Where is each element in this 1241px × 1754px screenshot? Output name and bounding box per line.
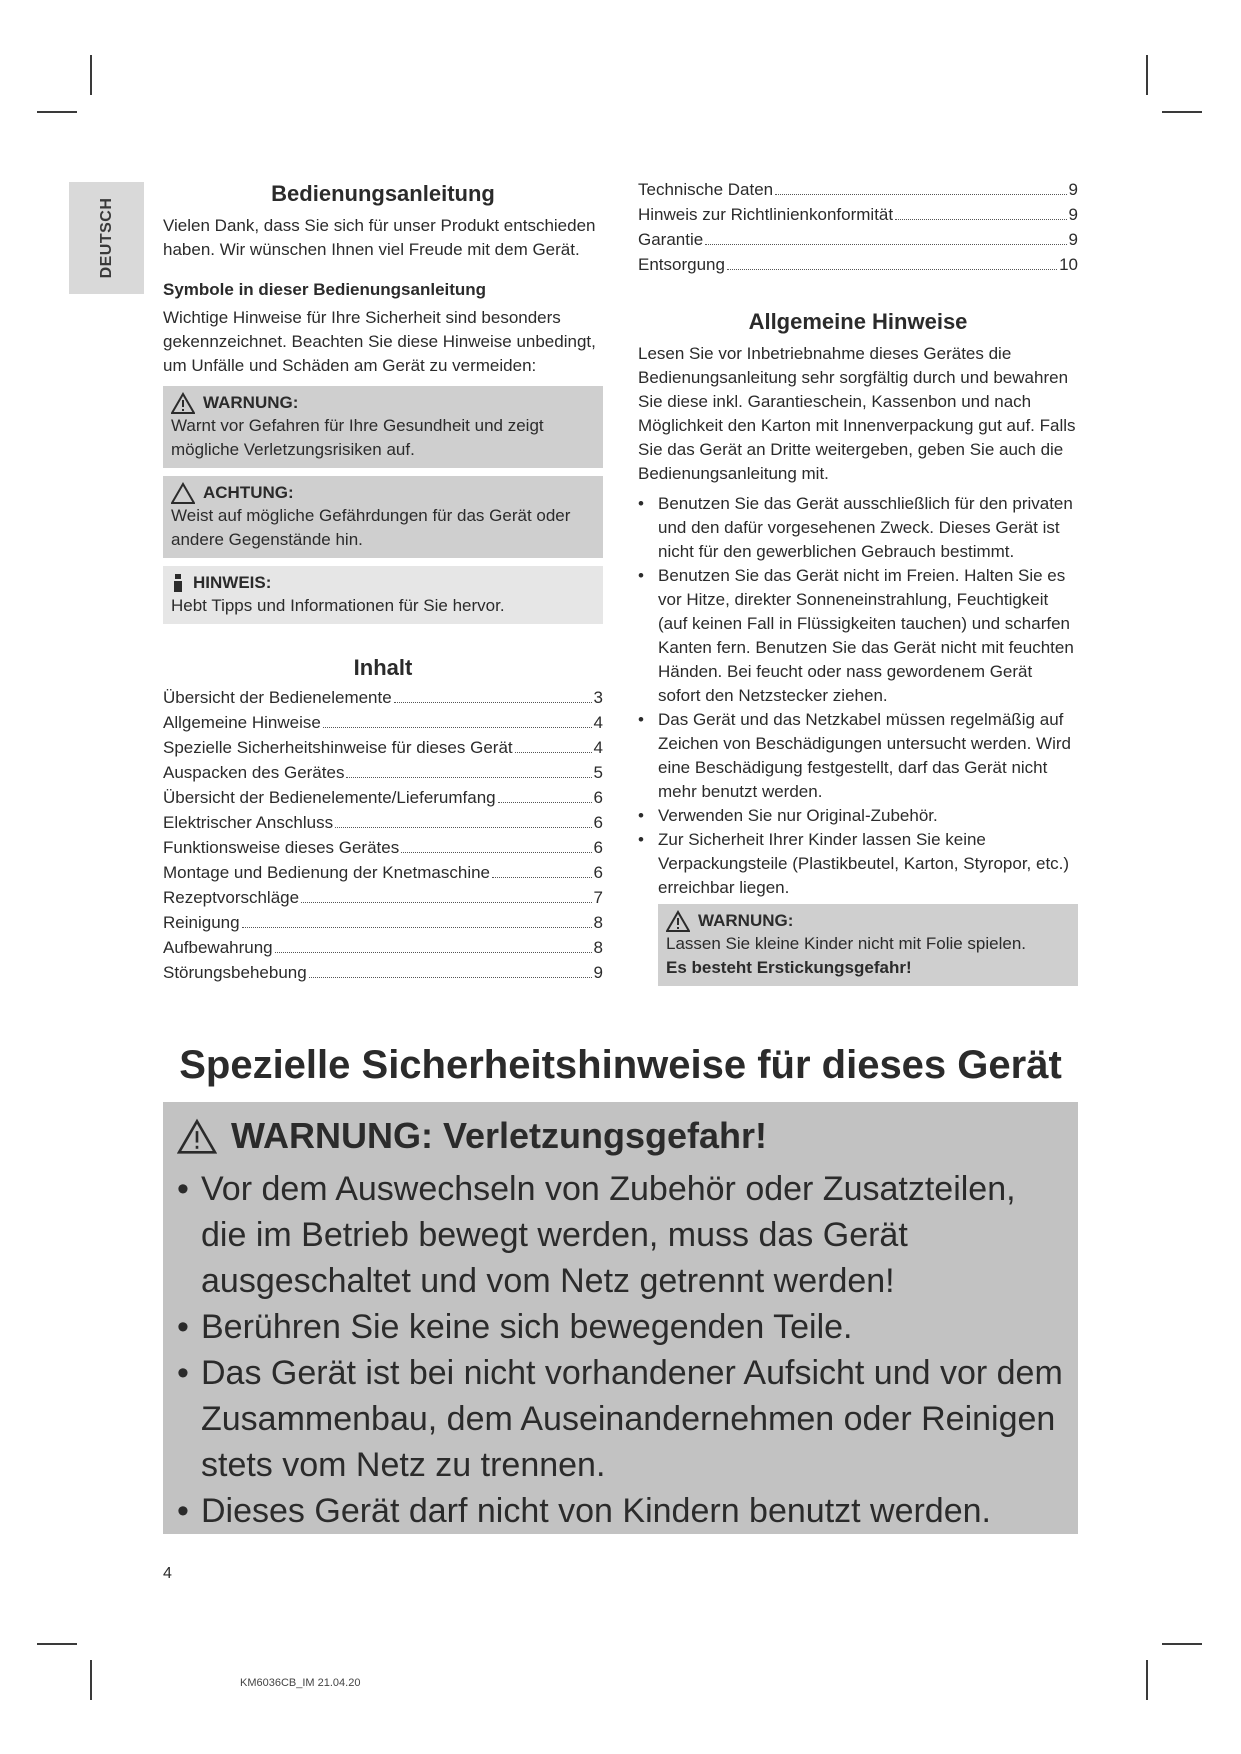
toc-entry [638,228,1078,253]
toc-entry-page: 4 [593,738,603,757]
toc-entry [163,961,603,986]
toc-entry-title: Reinigung [163,913,240,932]
toc-entry-title: Rezeptvorschläge [163,888,300,907]
toc-entry-title: Garantie [638,230,704,249]
toc-entry-page: 9 [1068,230,1078,249]
toc-dot-leader [895,219,1066,220]
crop-mark [90,1660,92,1700]
crop-mark [90,55,92,95]
toc-entry-title: Funktionsweise dieses Gerätes [163,838,400,857]
special-warning-title: WARNUNG: Verletzungsgefahr! [231,1115,768,1156]
list-item: • Benutzen Sie das Gerät nicht im Freien. Halten Sie es vor Hitze, direkter Sonneneinstrahlung, Feuchtigkeit (auf keinen Fall in Flüssigkeiten tauchen) und scharfen Kanten fern. Benutzen Sie das Gerät nicht mit feuchten Händen. Bei feucht oder nass gewordenem Gerät sofort den Netzstecker ziehen. [638,564,1078,708]
toc-entry-title: Aufbewahrung [163,938,273,957]
language-tab [69,182,144,294]
footer-code: KM6036CB_IM 21.04.20 [240,1677,361,1689]
toc-entry-page: 9 [1068,180,1078,199]
toc-entry [163,736,603,761]
right-column [638,180,1078,986]
toc-entry-page: 4 [593,713,603,732]
toc-entry-page: 10 [1059,255,1078,274]
toc-entry-title: Technische Daten [638,180,774,199]
caution-note-title: ACHTUNG: [203,483,294,502]
intro-text: Vielen Dank, dass Sie sich für unser Produkt entschieden haben. Wir wünschen Ihnen viel Freude mit dem Gerät. [163,216,596,259]
toc-entry [163,911,603,936]
toc-entry-page: 6 [593,813,603,832]
page-number: 4 [163,1565,172,1582]
crop-mark [1162,111,1202,113]
list-item: • Dieses Gerät darf nicht von Kindern benutzt werden. [177,1488,1064,1534]
toc-entry [163,861,603,886]
toc-dot-leader [323,727,592,728]
toc-entry-title: Auspacken des Gerätes [163,763,345,782]
warning-triangle-icon [177,1118,217,1154]
toc-entry-title: Allgemeine Hinweise [163,713,321,732]
intro-title: Bedienungsanleitung [271,181,495,206]
toc-entry-title: Störungsbehebung [163,963,307,982]
toc-entry-page: 8 [593,938,603,957]
crop-mark [37,1643,77,1645]
packaging-warning-title: WARNUNG: [698,911,794,930]
language-label: DEUTSCH [97,197,115,279]
toc-entry [163,711,603,736]
toc-dot-leader [492,877,592,878]
warning-triangle-icon [666,910,690,932]
toc-dot-leader [309,977,592,978]
list-item: • Verwenden Sie nur Original-Zubehör. [638,804,1078,828]
info-note [163,566,603,624]
toc-entry [163,761,603,786]
toc-dot-leader [705,244,1066,245]
toc-dot-leader [301,902,591,903]
info-note-title: HINWEIS: [193,573,272,592]
toc-dot-leader [346,777,591,778]
special-bullets [177,1166,1064,1534]
info-icon [171,572,185,594]
caution-note [163,476,603,558]
toc-entry-page: 9 [1068,205,1078,224]
warning-note-title: WARNUNG: [203,393,299,412]
general-title: Allgemeine Hinweise [748,309,968,334]
toc-dot-leader [515,752,592,753]
warning-note [163,386,603,468]
special-safety-box [163,1102,1078,1534]
toc-dot-leader [401,852,591,853]
info-note-text: Hebt Tipps und Informationen für Sie hervor. [171,596,505,615]
toc-entry-page: 9 [593,963,603,982]
crop-mark [1146,1660,1148,1700]
list-item: • Zur Sicherheit Ihrer Kinder lassen Sie keine Verpackungsteile (Plastikbeutel, Karton, Styropor, etc.) erreichbar liegen. [638,828,1078,900]
toc-entry-page: 8 [593,913,603,932]
symbols-heading: Symbole in dieser Bedienungsanleitung [163,280,487,299]
general-text: Lesen Sie vor Inbetriebnahme dieses Gerätes die Bedienungsanleitung sehr sorgfältig durch und bewahren Sie diese inkl. Garantieschein, Kassenbon und nach Möglichkeit den Karton mit Innenverpackung gut auf. Falls Sie das Gerät an Dritte weitergeben, geben Sie auch die Bedienungsanleitung mit. [638,344,1076,483]
packaging-warning-text: Lassen Sie kleine Kinder nicht mit Folie spielen. [666,934,1027,953]
toc-dot-leader [498,802,592,803]
list-item: • Das Gerät ist bei nicht vorhandener Aufsicht und vor dem Zusammenbau, dem Auseinandernehmen oder Reinigen stets vom Netz zu trennen. [177,1350,1064,1488]
packaging-warning [658,904,1078,986]
toc-entry [163,936,603,961]
packaging-warning-bold: Es besteht Erstickungsgefahr! [666,958,912,977]
warning-note-text: Warnt vor Gefahren für Ihre Gesundheit und zeigt mögliche Verletzungsrisiken auf. [171,416,544,459]
toc-entry [638,178,1078,203]
toc-entry-page: 5 [593,763,603,782]
toc-entry [163,836,603,861]
toc-entry [163,886,603,911]
toc-entry [638,203,1078,228]
caution-note-text: Weist auf mögliche Gefährdungen für das Gerät oder andere Gegenstände hin. [171,506,571,549]
warning-triangle-icon [171,392,195,414]
toc-entry [163,686,603,711]
toc-entry-page: 6 [593,863,603,882]
general-bullets [638,492,1078,900]
list-item: • Das Gerät und das Netzkabel müssen regelmäßig auf Zeichen von Beschädigungen untersucht werden. Wird eine Beschädigung festgestellt, darf das Gerät nicht mehr benutzt werden. [638,708,1078,804]
toc-entry-title: Übersicht der Bedienelemente/Lieferumfang [163,788,496,807]
toc-dot-leader [335,827,591,828]
list-item: • Benutzen Sie das Gerät ausschließlich für den privaten und den dafür vorgesehenen Zweck. Dieses Gerät ist nicht für den gewerblichen Gebrauch bestimmt. [638,492,1078,564]
toc-entry-title: Hinweis zur Richtlinienkonformität [638,205,894,224]
toc-entry-title: Elektrischer Anschluss [163,813,334,832]
symbols-text: Wichtige Hinweise für Ihre Sicherheit sind besonders gekennzeichnet. Beachten Sie diese Hinweise unbedingt, um Unfälle und Schäden am Gerät zu vermeiden: [163,308,596,375]
toc-dot-leader [275,952,592,953]
toc-entry-title: Montage und Bedienung der Knetmaschine [163,863,491,882]
toc-list [163,686,603,986]
list-item: • Vor dem Auswechseln von Zubehör oder Zusatzteilen, die im Betrieb bewegt werden, muss das Gerät ausgeschaltet und vom Netz getrennt werden! [177,1166,1064,1304]
toc-entry-title: Übersicht der Bedienelemente [163,688,392,707]
toc-title: Inhalt [353,655,413,680]
left-column [163,180,603,986]
toc-entry-page: 6 [593,788,603,807]
caution-triangle-icon [171,482,195,504]
toc-entry-page: 3 [593,688,603,707]
crop-mark [1162,1643,1202,1645]
list-item: • Berühren Sie keine sich bewegenden Teile. [177,1304,1064,1350]
crop-mark [1146,55,1148,95]
toc-dot-leader [394,702,592,703]
toc-dot-leader [775,194,1066,195]
toc-entry [638,253,1078,278]
toc-dot-leader [242,927,592,928]
toc-entry-page: 7 [593,888,603,907]
toc-entry-title: Spezielle Sicherheitshinweise für dieses Gerät [163,738,513,757]
toc-entry [163,811,603,836]
toc-entry [163,786,603,811]
toc-entry-page: 6 [593,838,603,857]
crop-mark [37,111,77,113]
toc-dot-leader [727,269,1057,270]
special-safety-title: Spezielle Sicherheitshinweise für dieses Gerät [179,1043,1062,1087]
toc-list-continued [638,178,1078,278]
toc-entry-title: Entsorgung [638,255,725,274]
